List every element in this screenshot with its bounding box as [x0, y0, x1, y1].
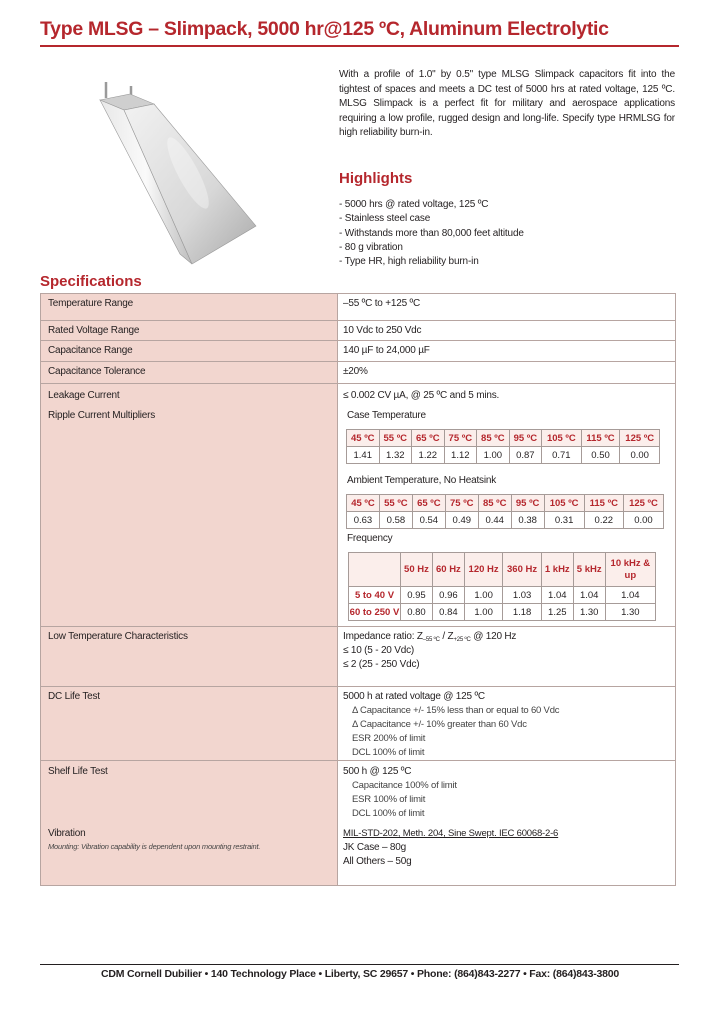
table-cell: 0.00: [623, 512, 663, 529]
table-header-cell: 55 ºC: [379, 430, 412, 447]
row-divider: [40, 383, 676, 384]
table-header-cell: 360 Hz: [503, 553, 541, 587]
table-cell: 0.50: [581, 447, 620, 464]
table-header-cell: 115 ºC: [584, 495, 623, 512]
table-cell: 1.18: [503, 604, 541, 621]
table-cell: 1.00: [464, 604, 502, 621]
table-header-cell: 120 Hz: [464, 553, 502, 587]
table-header-cell: 5 kHz: [573, 553, 605, 587]
title-rule: [40, 45, 679, 47]
table-cell: 0.54: [412, 512, 445, 529]
table-header-cell: 45 ºC: [347, 430, 380, 447]
footer-contact: CDM Cornell Dubilier • 140 Technology Place • Liberty, SC 29657 • Phone: (864)843-2277 • Fax: (864)843-3800: [100, 968, 620, 980]
capacitor-product-image: [96, 78, 266, 268]
table-header-cell: 55 ºC: [379, 495, 412, 512]
spec-label-vibration: Vibration: [48, 828, 86, 839]
table-header-cell: 85 ºC: [477, 430, 510, 447]
highlight-item: - 5000 hrs @ rated voltage, 125 ºC: [339, 199, 489, 210]
impedance-mid: / Z: [442, 631, 454, 642]
spec-value-shelf-life-line: DCL 100% of limit: [352, 808, 425, 819]
spec-value-vibration-line: JK Case – 80g: [343, 842, 406, 853]
frequency-table: [348, 552, 656, 621]
highlights-list: [339, 198, 524, 269]
specifications-heading: Specifications: [40, 273, 142, 290]
table-header-cell: 75 ºC: [444, 430, 477, 447]
spec-value-temperature-range: –55 ºC to +125 ºC: [343, 298, 421, 309]
table-header-cell: [605, 553, 655, 587]
table-cell: 1.04: [541, 587, 573, 604]
table-header-cell: 60 Hz: [432, 553, 464, 587]
highlight-item: - Type HR, high reliability burn-in: [339, 256, 479, 268]
highlight-item: - 80 g vibration: [339, 241, 403, 253]
table-cell: 0.84: [432, 604, 464, 621]
spec-value-vibration-line: All Others – 50g: [343, 856, 412, 867]
spec-value-low-temp-line: ≤ 2 (25 - 250 Vdc): [343, 659, 420, 670]
table-cell: 0.95: [401, 587, 433, 604]
table-cell: 1.22: [412, 447, 445, 464]
table-header-cell: 1 kHz: [541, 553, 573, 587]
spec-value-rated-voltage: 10 Vdc to 250 Vdc: [343, 325, 422, 336]
table-cell: 0.49: [445, 512, 478, 529]
ambient-temperature-caption: Ambient Temperature, No Heatsink: [347, 475, 497, 486]
spec-label-dc-life: DC Life Test: [48, 691, 100, 702]
table-header-cell: 65 ºC: [412, 430, 445, 447]
spec-value-shelf-life-line: Capacitance 100% of limit: [352, 780, 457, 791]
spec-label-leakage-current: Leakage Current: [48, 390, 120, 401]
table-header-cell: 65 ºC: [412, 495, 445, 512]
impedance-suffix: @ 120 Hz: [470, 631, 517, 642]
spec-value-capacitance-tolerance: ±20%: [343, 366, 368, 377]
spec-value-low-temp-line: ≤ 10 (5 - 20 Vdc): [343, 645, 415, 656]
subscript-low: –55 ºC: [422, 637, 440, 643]
table-cell: 0.44: [478, 512, 511, 529]
row-label-cell: 60 to 250 V: [349, 604, 401, 621]
table-cell: 1.30: [573, 604, 605, 621]
highlight-item: - Withstands more than 80,000 feet altitude: [339, 227, 524, 239]
table-cell: 0.80: [401, 604, 433, 621]
table-cell: 0.63: [347, 512, 380, 529]
case-temperature-table: [346, 429, 660, 464]
ambient-temperature-table: [346, 494, 664, 529]
spec-value-dc-life-line: Δ Capacitance +/- 15% less than or equal to 60 Vdc: [352, 705, 560, 716]
table-cell: 0.00: [620, 447, 660, 464]
table-header-cell: 95 ºC: [511, 495, 544, 512]
spec-label-capacitance-tolerance: Capacitance Tolerance: [48, 366, 146, 377]
spec-value-capacitance-range: 140 µF to 24,000 µF: [343, 345, 430, 356]
spec-value-vibration-standard: MIL-STD-202, Meth. 204, Sine Swept. IEC 60068-2-6: [343, 828, 559, 839]
spec-label-low-temperature: Low Temperature Characteristics: [48, 631, 188, 642]
table-header-cell: 125 ºC: [620, 430, 660, 447]
footer-rule: [40, 964, 679, 965]
frequency-caption: Frequency: [347, 533, 393, 544]
table-cell: 1.25: [541, 604, 573, 621]
spec-value-impedance-ratio: [343, 631, 516, 643]
table-header-cell: 95 ºC: [509, 430, 542, 447]
table-header-cell: 105 ºC: [544, 495, 584, 512]
row-divider: [40, 760, 676, 761]
row-divider: [40, 320, 676, 321]
spec-value-dc-life-line: DCL 100% of limit: [352, 747, 425, 758]
table-cell: 1.03: [503, 587, 541, 604]
page-title: Type MLSG – Slimpack, 5000 hr@125 ºC, Aluminum Electrolytic: [40, 18, 609, 40]
impedance-prefix: Impedance ratio: Z: [343, 631, 423, 642]
table-header-cell: 125 ºC: [623, 495, 663, 512]
table-cell: 0.22: [584, 512, 623, 529]
intro-paragraph: With a profile of 1.0" by 0.5" type MLSG Slimpack capacitors fit into the tightest of spaces and meets a DC test of 5000 hrs at rated voltage, 125 ºC. MLSG Slimpack is a perfect fit for military and aerospace applications requiring a low profile, rugged design and long-life. Specify type HRMLSG for high reliability burn-in.: [339, 69, 675, 138]
vibration-mounting-note: Mounting: Vibration capability is dependent upon mounting restraint.: [48, 842, 261, 851]
table-header-cell: 115 ºC: [581, 430, 620, 447]
row-divider: [40, 340, 676, 341]
table-cell: 0.58: [379, 512, 412, 529]
table-header-cell: 75 ºC: [445, 495, 478, 512]
highlights-heading: Highlights: [339, 170, 413, 187]
table-header-cell: 105 ºC: [542, 430, 582, 447]
table-cell: 1.41: [347, 447, 380, 464]
case-temperature-caption: Case Temperature: [347, 410, 426, 421]
table-cell: 0.38: [511, 512, 544, 529]
highlight-item: - Stainless steel case: [339, 213, 431, 225]
table-header-cell: 45 ºC: [347, 495, 380, 512]
row-label-cell: 5 to 40 V: [349, 587, 401, 604]
spec-value-dc-life-line: Δ Capacitance +/- 10% greater than 60 Vdc: [352, 719, 527, 730]
table-cell: 1.12: [444, 447, 477, 464]
spec-label-capacitance-range: Capacitance Range: [48, 345, 133, 356]
subscript-high: +25 ºC: [453, 637, 471, 643]
row-divider: [40, 686, 676, 687]
table-cell: 0.96: [432, 587, 464, 604]
header-line: up: [624, 569, 637, 581]
row-divider: [40, 626, 676, 627]
table-cell: 0.87: [509, 447, 542, 464]
spec-label-column: [40, 293, 338, 886]
table-cell: 1.00: [477, 447, 510, 464]
table-cell: 1.04: [605, 587, 655, 604]
spec-label-shelf-life: Shelf Life Test: [48, 766, 108, 777]
table-cell: 1.00: [464, 587, 502, 604]
spec-value-shelf-life-line: ESR 100% of limit: [352, 794, 426, 805]
spec-label-temperature-range: Temperature Range: [48, 298, 133, 309]
table-header-cell: 50 Hz: [401, 553, 433, 587]
spec-label-ripple-multipliers: Ripple Current Multipliers: [48, 410, 156, 421]
table-cell: 1.30: [605, 604, 655, 621]
table-cell: 0.31: [544, 512, 584, 529]
spec-value-dc-life-line: ESR 200% of limit: [352, 733, 426, 744]
spec-value-leakage-current: ≤ 0.002 CV µA, @ 25 ºC and 5 mins.: [343, 390, 500, 401]
table-cell: 0.71: [542, 447, 582, 464]
row-divider: [40, 361, 676, 362]
header-line: 10 kHz &: [610, 557, 651, 569]
table-corner-cell: [349, 553, 401, 587]
table-cell: 1.32: [379, 447, 412, 464]
spec-value-dc-life-line: 5000 h at rated voltage @ 125 ºC: [343, 691, 485, 702]
table-header-cell: 85 ºC: [478, 495, 511, 512]
table-cell: 1.04: [573, 587, 605, 604]
spec-label-rated-voltage: Rated Voltage Range: [48, 325, 140, 336]
spec-value-shelf-life-line: 500 h @ 125 ºC: [343, 766, 412, 777]
